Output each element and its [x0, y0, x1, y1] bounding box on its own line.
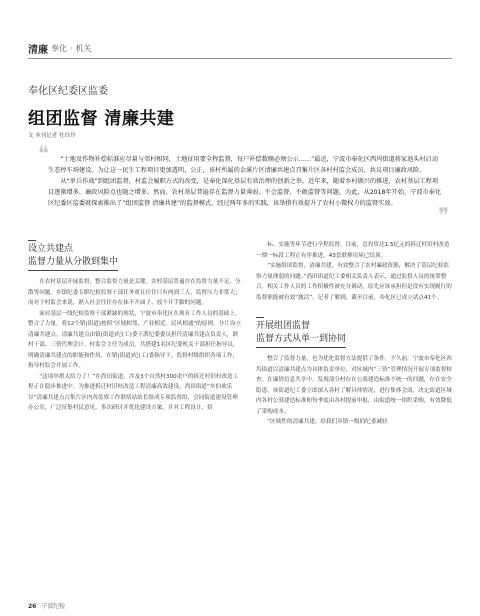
body-paragraph: 在农村基层开展监督，整合监督力量是关键。农村基层普遍存在监督力量不足、分散等问题。乡镇纪委专职纪检监察干部任务重且往往只有两到三人，监督压力非常大；而对于村监会来说，熟人社会往往存在抹不开面子、放不开手脚的问题。: [28, 279, 241, 306]
subheading-1-line-1: 设立共建点: [28, 244, 74, 254]
open-quote-mark-icon: ❝: [38, 141, 49, 165]
right-column: [256, 240, 454, 428]
subheading-accent-bar: [256, 317, 264, 318]
body-paragraph: “实施组团监督，清廉共建，有效整合了农村廉政资源，解决了基层纪检监察力量薄弱的问题。”尚田街道纪工委相关负责人表示，通过监督人员的统筹整合，相关工作人员的工作积极性被充分调动，原先应该承担但是没有实现履行的监督职能被有效“激活”。记者了解到，截至目前，奉化区已成立试点41个。: [256, 263, 452, 301]
article-title: 组团监督 清廉共建: [28, 109, 175, 129]
author-byline: 文 本刊记者 杜玲玲: [28, 133, 76, 139]
subheading-1: [28, 240, 242, 271]
subheading-2: [256, 317, 454, 348]
body-paragraph: “区域性的清廉共建，给我们乡镇一级的纪委减轻: [267, 419, 388, 425]
department-label: 奉化区纪委区监委: [28, 86, 108, 97]
header-separator: ·: [70, 43, 73, 53]
header-section-2: 机关: [75, 43, 92, 53]
lead-paragraph-1: “土地及作物补偿标准应尽量与邻村相同，土地征用要全程监督，每户补偿数额必须公示……”最近，宁波市奉化区西坞街道蒋家池头村启动生态停车场建设。为让这一民生工程项目更加透明、公正，该村所属的金溪片区清廉共建点召集片区各村村监会成员，共议项目廉政风险。: [48, 156, 439, 175]
magazine-header: [28, 42, 92, 54]
left-column: [28, 240, 242, 414]
subheading-2-line-2: 监督方式从单一到协同: [256, 333, 346, 348]
body-paragraph: 整合了监督力量，也为优化监督方法提供了条件。不久前，宁波市奉化区西坞街道以清廉共建点为具体负责单位，对区域内“三资”管理情况开展专项监督检查。在廉情信息共享中，发现部分村存在公墓建造标准不统一的问题，存在安全隐患。该街道纪工委立即深入各村了解具体情况，进行集体会商，决定街道区域内各村公墓建造标准和每季度由各村提前申报，由街道统一组织采购，有效降低了采购成本。: [256, 356, 452, 415]
body-paragraph: 面对基层一线纪检监察干部紧缺的现状，宁波市奉化区在现有工作人员的基础上，整合了力量。将12个镇(街道)按照“区域相邻、产业相近、民风相通”的原则，分片设立清廉共建点。清廉共建点由镇(街道)纪(工)委下派纪委委员担任清廉共建点负责人，联村干部、三资代理会计、村监会主任为成员，共搭建1名区纪委机关干部担任指导员，明确清廉共建点的职能和作用，在镇(街道)纪(工)委指导下，监督村级组织各项工作，指导村监会开展工作。: [28, 310, 242, 369]
body-paragraph: “这项举措太给力了！”在尚田街道，涉及3个自然村300余户的拆迁村旧村改造工程正在稳步推进中。为推进拆迁村旧村改造工程清廉高效建设，尚田街道“乡伯欢乐谷”清廉共建点召集片区内各监察工作联络站站长组成专项监督组，会同街道建设管理办公室，广泛征集村民意见，多次研讨并优化建设方案，并对工程设计、招: [28, 373, 239, 411]
close-quote-mark-icon: ❞: [438, 203, 449, 228]
body-paragraph: 标、实施等环节进行全程监督。目前，总投资达1.5亿元的拆迁村旧村改造一期一标段工程正有序推进，43套联排房屋已结顶。: [256, 242, 450, 259]
subheading-1-line-2: 监督力量从分散到集中: [28, 256, 118, 271]
lead-paragraph-2: 从“单兵作战”到组团监督，村监会履职方式的改变，是奉化深化基层有效治理的创新之举。近年来，随着乡村振兴的推进，农村基层工程项目逐渐增多，廉政风险点也随之增多。然而，农村基层普遍存在监督力量薄弱、不会监督、不敢监督等问题。为此，从2018年开始，宁波市奉化区纪委区监委就探索推出了“组团监督 清廉共建”的监督模式，经过两年多的实践，该举措有效提升了农村小微权力的监督实效。: [48, 178, 442, 208]
page-footer: [28, 601, 65, 610]
magazine-name: 宁波纪检: [41, 603, 66, 610]
subheading-2-line-1: 开展组团监督: [256, 321, 311, 331]
subheading-accent-bar: [28, 240, 36, 241]
page-number: 26: [28, 603, 37, 610]
article-lead: [38, 141, 449, 228]
column-logo: 清廉: [28, 44, 48, 56]
header-rule: [28, 58, 452, 59]
header-section-1: 奉化: [51, 43, 67, 53]
